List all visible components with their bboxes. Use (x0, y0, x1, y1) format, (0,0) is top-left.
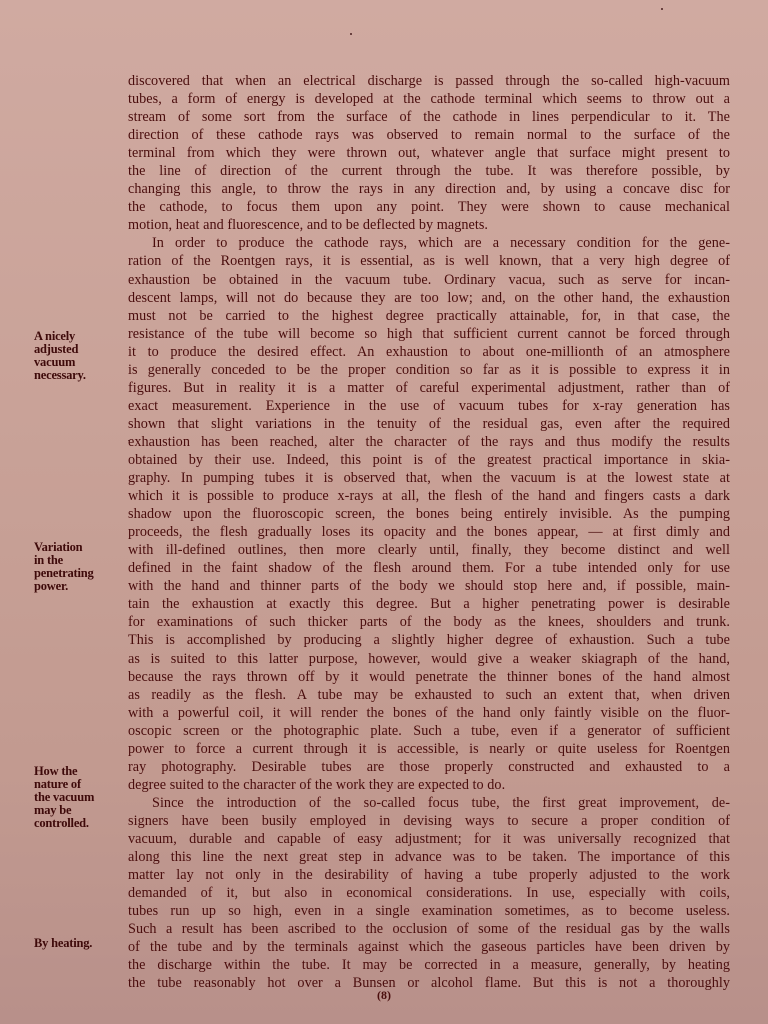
text-line: the line of direction of the current through the tube. It was therefore possible, by (128, 163, 730, 180)
text-line: proceeds, the flesh gradually loses its opacity and the bones appear, — at first dimly and (128, 524, 730, 541)
margin-note-line: nature of (34, 777, 81, 791)
text-line: degree suited to the character of the work they are expected to do. (128, 776, 506, 793)
margin-note-variation (34, 541, 116, 593)
text-line: tain the exhaustion at exactly this degree. But a higher penetrating power is desirable (128, 596, 730, 613)
text-line: as readily as the flesh. A tube may be exhausted to such an extent that, when driven (128, 686, 730, 703)
body-text (128, 72, 730, 992)
text-line: demanded of it, but also in economical considerations. In use, especially with coils, (128, 885, 730, 902)
text-line: signers have been busily employed in devising ways to secure a proper condition of (128, 812, 730, 829)
text-line: vacuum, durable and capable of easy adjustment; for it was universally recognized that (128, 830, 730, 847)
text-line: figures. But in reality it is a matter of careful experimental adjustment, rather than of (128, 379, 730, 396)
ink-speck (350, 33, 352, 35)
margin-note-line: penetrating (34, 566, 94, 580)
text-line: tubes, a form of energy is developed at the cathode terminal which seems to throw out a (128, 91, 730, 108)
text-line: graphy. In pumping tubes it is observed that, when the vacuum is at the lowest state at (128, 470, 730, 487)
page-number: (8) (377, 988, 391, 1002)
text-line: motion, heat and fluorescence, and to be deflected by magnets. (128, 217, 489, 234)
margin-note-line: power. (34, 579, 69, 593)
text-line: discovered that when an electrical discharge is passed through the so-called high-vacuum (128, 73, 730, 89)
text-line: the tube reasonably hot over a Bunsen or alcohol flame. But this is not a thoroughly (128, 975, 730, 992)
text-line: ration of the Roentgen rays, it is essential, as is well known, that a very high degree of (128, 253, 730, 270)
text-line: the discharge within the tube. It may be corrected in a measure, generally, by heating (128, 957, 730, 974)
text-line: along this line the next great step in advance was to be taken. The importance of this (128, 849, 730, 866)
text-line: which it is possible to produce x-rays at all, the flesh of the hand and fingers casts a dark (128, 488, 730, 505)
ink-speck (661, 8, 663, 10)
margin-note-line: controlled. (34, 816, 89, 830)
text-line: with ill-defined outlines, then more clearly until, finally, they become distinct and well (128, 542, 730, 559)
text-line: as is suited to this latter purpose, however, would give a weaker skiagraph of the hand, (128, 650, 730, 667)
text-line: changing this angle, to throw the rays in any direction and, by using a concave disc for (128, 181, 730, 198)
text-line: obtained by their use. Indeed, this point is of the greatest practical importance in skia- (128, 451, 730, 468)
text-line: exact measurement. Experience in the use of vacuum tubes for x-ray generation has (128, 397, 730, 414)
text-line: resistance of the tube will become so high that sufficient current cannot be forced through (128, 325, 730, 342)
text-line: with a powerful coil, it will render the bones of the hand only faintly visible on the fluor- (128, 704, 730, 721)
text-line: Such a result has been ascribed to the occlusion of some of the residual gas by the walls (128, 921, 730, 938)
margin-note-line: A nicely (34, 329, 76, 343)
text-line: direction of these cathode rays was observed to remain normal to the surface of the (128, 127, 730, 144)
margin-note-line: may be (34, 803, 72, 817)
text-line: shadow upon the fluoroscopic screen, the bones being entirely invisible. As the pumping (128, 506, 730, 523)
text-line: for examinations of such thicker parts of the body as the knees, shoulders and trunk. (128, 614, 730, 631)
text-line: defined in the faint shadow of the flesh around them. For a tube intended only for use (128, 560, 730, 577)
text-line: must not be carried to the highest degree practically attainable, for, in that case, the (128, 307, 730, 324)
margin-note-line: the vacuum (34, 790, 95, 804)
text-line: stream of some sort from the surface of the cathode in lines perpendicular to it. The (128, 109, 730, 126)
text-line: exhaustion be obtained in the vacuum tube. Ordinary vacua, such as serve for incan- (128, 271, 730, 288)
text-line: with the hand and thinner parts of the body we should stop here and, if possible, main- (128, 578, 730, 595)
text-line: matter lay not only in the desirability of having a tube properly adjusted to the work (128, 867, 730, 884)
margin-note-line: in the (34, 553, 64, 567)
text-line: exhaustion has been reached, alter the character of the rays and thus modify the results (128, 433, 730, 450)
margin-note-line: adjusted (34, 342, 79, 356)
margin-note-vacuum (34, 330, 116, 382)
margin-note-line: By heating. (34, 936, 93, 950)
text-line: This is accomplished by producing a slightly higher degree of exhaustion. Such a tube (128, 632, 730, 649)
text-line: of the tube and by the terminals against which the gaseous particles have been driven by (128, 939, 730, 956)
margin-note-line: How the (34, 764, 78, 778)
text-line: oscopic screen or the photographic plate. Such a tube, even if a generator of sufficient (128, 722, 730, 739)
text-line: Since the introduction of the so-called focus tube, the first great improvement, de- (152, 794, 730, 811)
text-line: is generally conceded to be the proper condition so far as it is possible to express it in (128, 361, 730, 378)
text-line: it to produce the desired effect. An exhaustion to about one-millionth of an atmosphere (128, 343, 730, 360)
text-line: shown that slight variations in the tenuity of the residual gas, even after the required (128, 415, 730, 432)
text-line: descent lamps, will not do because they are too low; and, on the other hand, the exhaustion (128, 289, 730, 306)
text-line: because the rays thrown off by it would penetrate the thinner bones of the hand almost (128, 668, 730, 685)
text-line: power to force a current through it is accessible, is nearly or quite useless for Roentgen (128, 740, 730, 757)
margin-note-line: vacuum (34, 355, 76, 369)
margin-note-line: Variation (34, 540, 83, 554)
text-line: ray photography. Desirable tubes are those properly constructed and exhausted to a (128, 758, 730, 775)
text-line: In order to produce the cathode rays, which are a necessary condition for the gene- (152, 235, 730, 252)
margin-note-control (34, 765, 116, 830)
text-line: terminal from which they were thrown out, whatever angle that surface might present to (128, 145, 730, 162)
margin-note-heating (34, 937, 116, 950)
text-line: tubes run up so high, even in a single examination sometimes, as to become useless. (128, 903, 730, 920)
text-line: the cathode, to focus them upon any point. They were shown to cause mechanical (128, 199, 730, 216)
margin-note-line: necessary. (34, 368, 86, 382)
